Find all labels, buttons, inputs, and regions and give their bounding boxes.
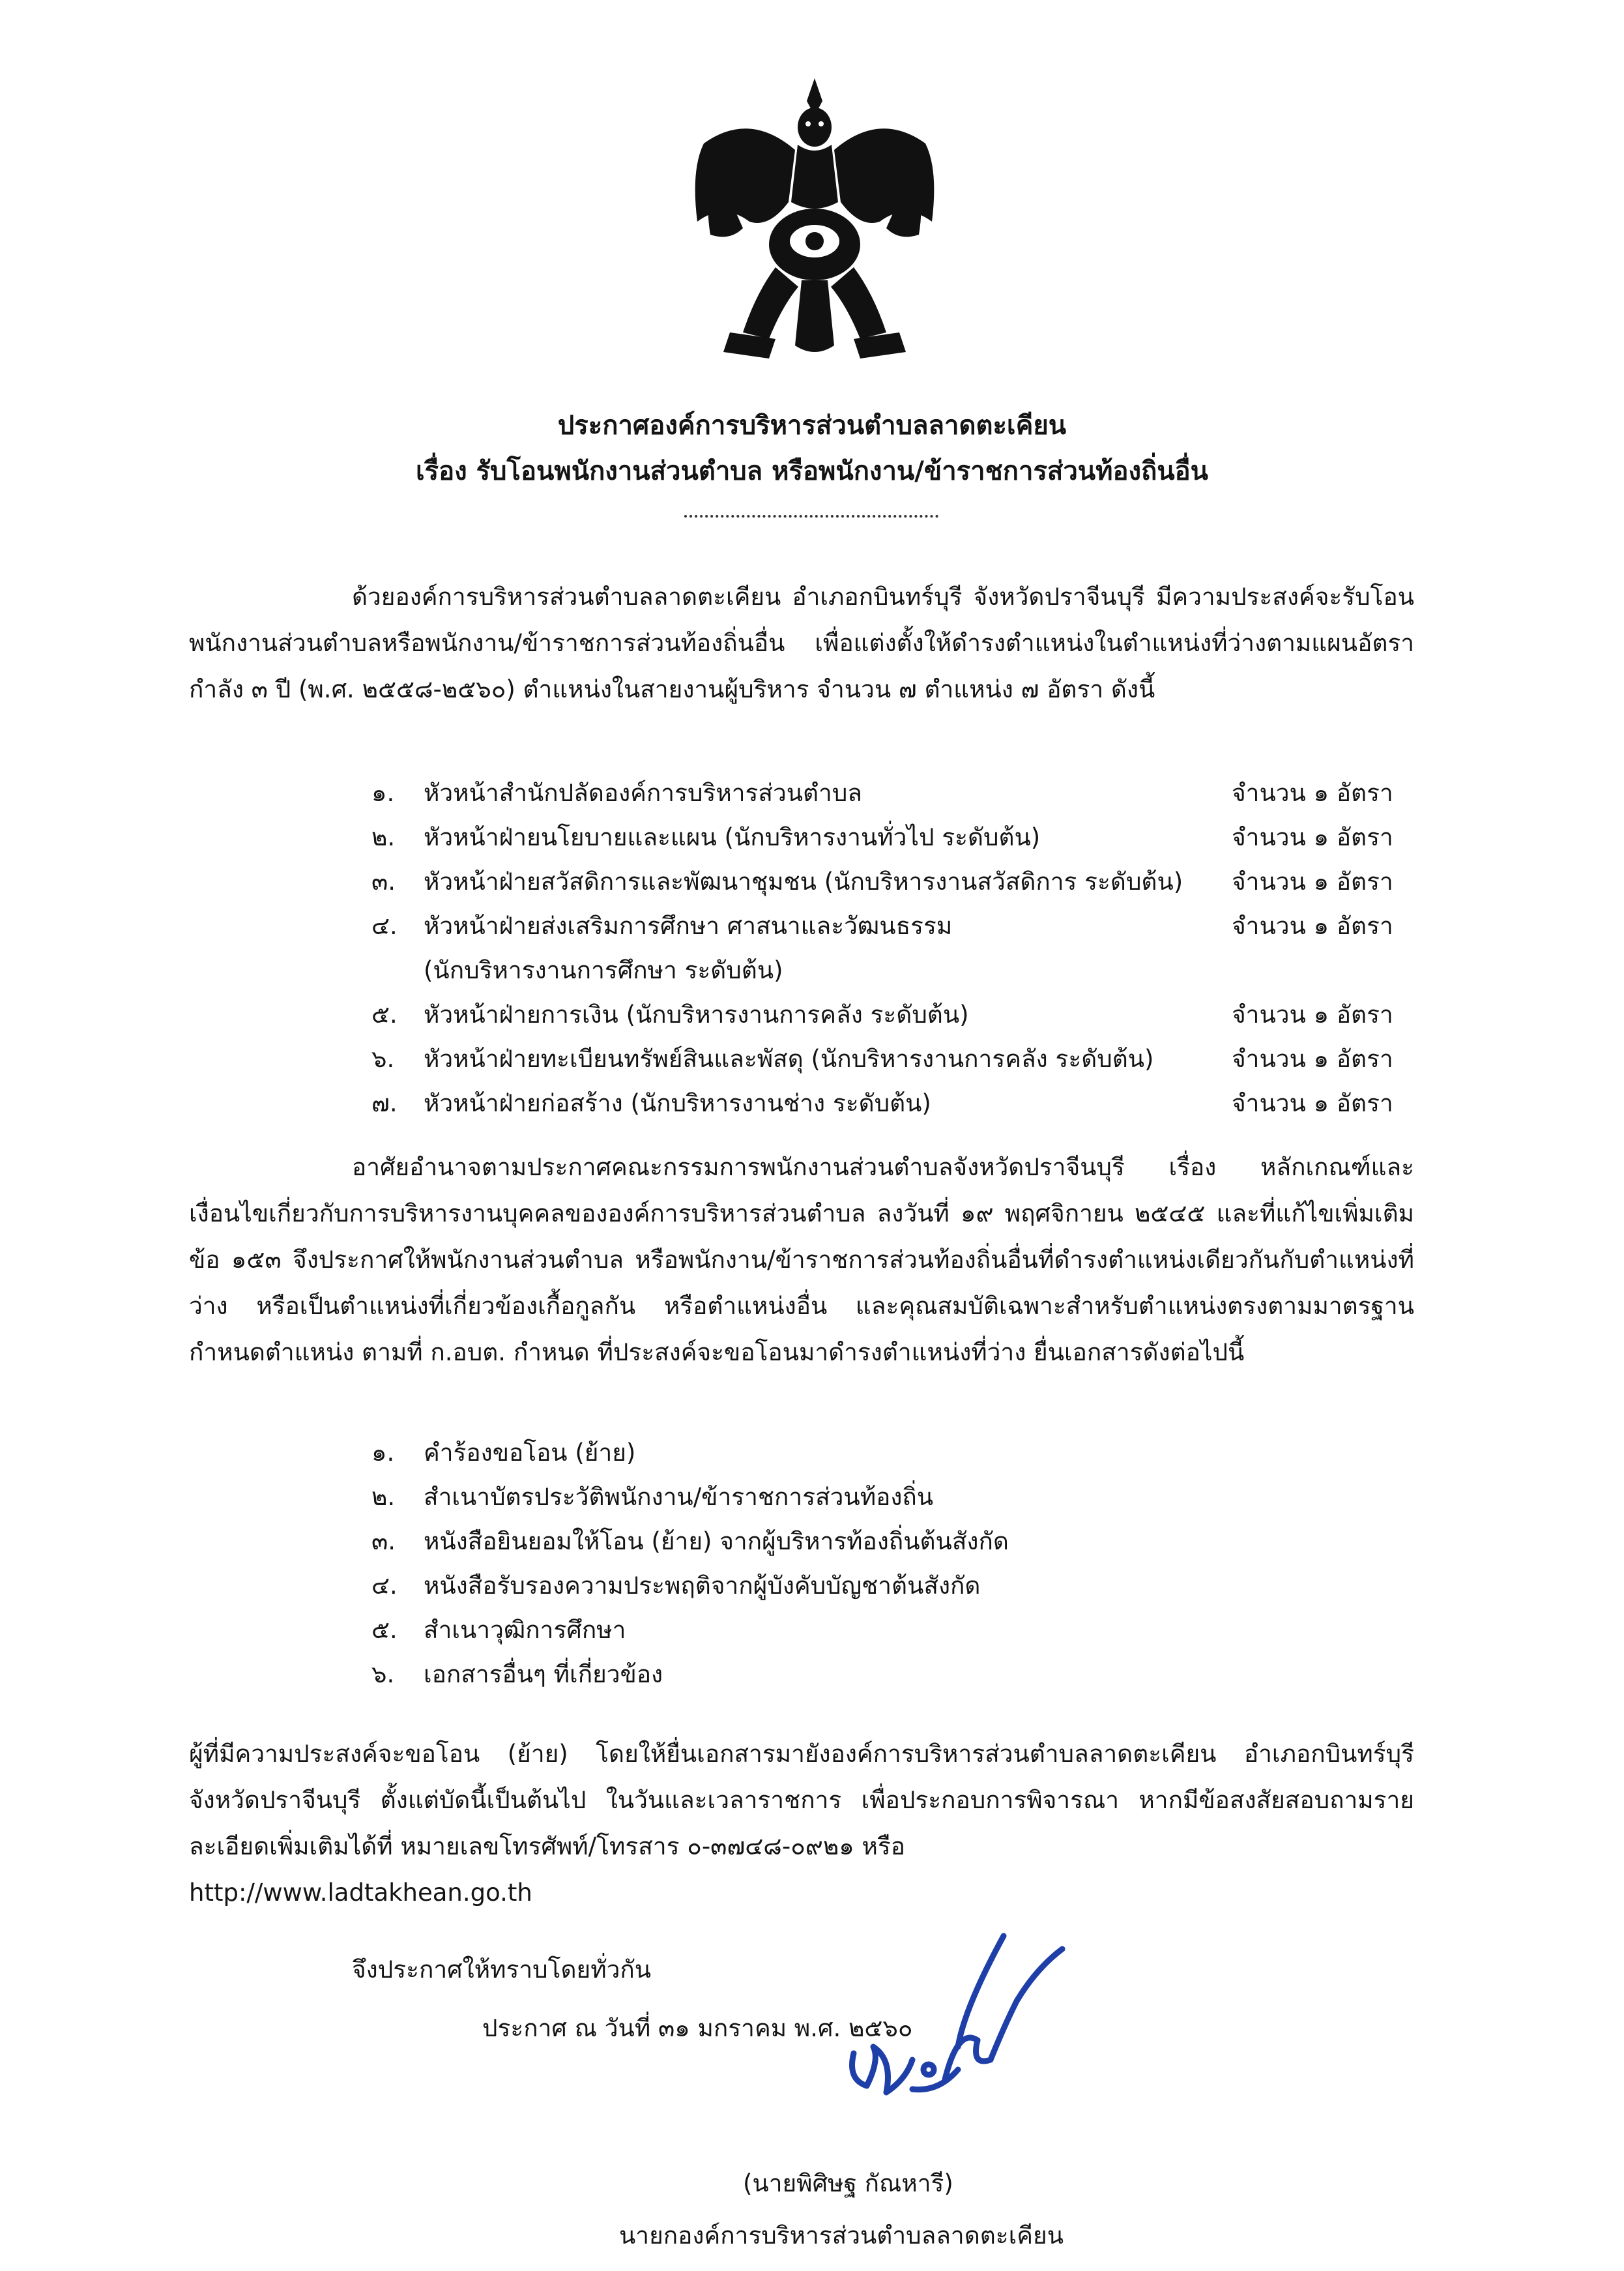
position-number: ๕. <box>371 1000 398 1029</box>
position-number: ๒. <box>371 823 396 851</box>
document-item <box>371 1519 1427 1563</box>
position-item <box>371 992 1427 1036</box>
document-text: หนังสือยินยอมให้โอน (ย้าย) จากผู้บริหารท้องถิ่นต้นสังกัด <box>424 1527 1009 1555</box>
document-number: ๑. <box>371 1438 395 1467</box>
position-amount: จำนวน ๑ อัตรา <box>1232 867 1393 896</box>
closing-paragraph <box>189 1731 1414 1916</box>
position-text: หัวหน้าสำนักปลัดองค์การบริหารส่วนตำบล <box>424 778 862 807</box>
document-number: ๒. <box>371 1482 396 1511</box>
announce-line: จึงประกาศให้ทราบโดยทั่วกัน <box>352 1956 652 1984</box>
intro-text: ด้วยองค์การบริหารส่วนตำบลลาดตะเคียน อำเภอกบินทร์บุรี จังหวัดปราจีนบุรี มีความประสงค์จะรับโอนพนักงานส่วนตำบลหรือพนักงาน/ข้าราชการส่วนท้องถิ่นอื่น เพื่อแต่งตั้งให้ดำรงตำแหน่งในตำแหน่งที่ว่างตามแผนอัตรากำลัง ๓ ปี (พ.ศ. ๒๕๕๘-๒๕๖๐) ตำแหน่งในสายงานผู้บริหาร จำนวน ๗ ตำแหน่ง ๗ อัตรา ดังนี้ <box>189 583 1414 703</box>
position-item <box>371 1081 1427 1125</box>
document-text: หนังสือรับรองความประพฤติจากผู้บังคับบัญชาต้นสังกัด <box>424 1571 981 1600</box>
position-number: ๖. <box>371 1044 395 1073</box>
document-item <box>371 1474 1427 1519</box>
intro-paragraph <box>189 574 1414 712</box>
position-amount: จำนวน ๑ อัตรา <box>1232 911 1393 940</box>
date-line: ประกาศ ณ วันที่ ๓๑ มกราคม พ.ศ. ๒๕๖๐ <box>482 2014 913 2042</box>
position-number: ๑. <box>371 778 395 807</box>
document-number: ๕. <box>371 1615 398 1644</box>
document-number: ๔. <box>371 1571 398 1600</box>
position-number: ๗. <box>371 1089 398 1117</box>
position-text: หัวหน้าฝ่ายสวัสดิการและพัฒนาชุมชน (นักบริหารงานสวัสดิการ ระดับต้น) <box>424 867 1183 896</box>
position-amount: จำนวน ๑ อัตรา <box>1232 1044 1393 1073</box>
position-amount: จำนวน ๑ อัตรา <box>1232 823 1393 851</box>
documents-list <box>371 1430 1427 1696</box>
document-item <box>371 1430 1427 1474</box>
position-item <box>371 770 1427 815</box>
authority-text: อาศัยอำนาจตามประกาศคณะกรรมการพนักงานส่วนตำบลจังหวัดปราจีนบุรี เรื่อง หลักเกณฑ์และเงื่อนไขเกี่ยวกับการบริหารงานบุคคลขององค์การบริหารส่วนตำบล ลงวันที่ ๑๙ พฤศจิกายน ๒๕๔๕ และที่แก้ไขเพิ่มเติม ข้อ ๑๕๓ จึงประกาศให้พนักงานส่วนตำบล หรือพนักงาน/ข้าราชการส่วนท้องถิ่นอื่นที่ดำรงตำแหน่งเดียวกันกับตำแหน่งที่ว่าง หรือเป็นตำแหน่งที่เกี่ยวข้องเกื้อกูลกัน หรือตำแหน่งอื่น และคุณสมบัติเฉพาะสำหรับตำแหน่งตรงตามมาตรฐานกำหนดตำแหน่ง ตามที่ ก.อบต. กำหนด ที่ประสงค์จะขอโอนมาดำรงตำแหน่งที่ว่าง ยื่นเอกสารดังต่อไปนี้ <box>189 1153 1414 1366</box>
document-number: ๓. <box>371 1527 396 1555</box>
title-divider <box>684 515 938 518</box>
website-link[interactable]: http://www.ladtakhean.go.th <box>189 1879 532 1907</box>
document-text: สำเนาวุฒิการศึกษา <box>424 1615 626 1644</box>
signature-icon <box>808 1929 1082 2125</box>
position-amount: จำนวน ๑ อัตรา <box>1232 1000 1393 1029</box>
announcement-subject: เรื่อง รับโอนพนักงานส่วนตำบล หรือพนักงาน/ข้าราชการส่วนท้องถิ่นอื่น <box>416 456 1208 486</box>
signer-title: นายกองค์การบริหารส่วนตำบลลาดตะเคียน <box>619 2221 1064 2249</box>
signer-name: (นายพิศิษฐ กัณหารี) <box>743 2169 953 2197</box>
position-number: ๓. <box>371 867 396 896</box>
position-text: หัวหน้าฝ่ายนโยบายและแผน (นักบริหารงานทั่วไป ระดับต้น) <box>424 823 1041 851</box>
position-text: หัวหน้าฝ่ายส่งเสริมการศึกษา ศาสนาและวัฒนธรรม <box>424 911 953 940</box>
document-item <box>371 1652 1427 1696</box>
closing-text: ผู้ที่มีความประสงค์จะขอโอน (ย้าย) โดยให้ยื่นเอกสารมายังองค์การบริหารส่วนตำบลลาดตะเคียน อำเภอกบินทร์บุรี จังหวัดปราจีนบุรี ตั้งแต่บัดนี้เป็นต้นไป ในวันและเวลาราชการ เพื่อประกอบการพิจารณา หากมีข้อสงสัยสอบถามรายละเอียดเพิ่มเติมได้ที่ หมายเลขโทรศัพท์/โทรสาร ๐-๓๗๔๘-๐๙๒๑ หรือ <box>189 1740 1414 1860</box>
garuda-emblem-icon <box>678 72 951 372</box>
document-item <box>371 1607 1427 1652</box>
position-item <box>371 1036 1427 1081</box>
positions-list <box>371 770 1427 1125</box>
position-text: หัวหน้าฝ่ายก่อสร้าง (นักบริหารงานช่าง ระดับต้น) <box>424 1089 931 1117</box>
announcement-title: ประกาศองค์การบริหารส่วนตำบลลาดตะเคียน <box>557 411 1067 441</box>
position-item <box>371 903 1427 948</box>
position-number: ๔. <box>371 911 398 940</box>
position-amount: จำนวน ๑ อัตรา <box>1232 1089 1393 1117</box>
document-text: สำเนาบัตรประวัติพนักงาน/ข้าราชการส่วนท้องถิ่น <box>424 1482 934 1511</box>
document-text: คำร้องขอโอน (ย้าย) <box>424 1438 636 1467</box>
position-text: หัวหน้าฝ่ายทะเบียนทรัพย์สินและพัสดุ (นักบริหารงานการคลัง ระดับต้น) <box>424 1044 1154 1073</box>
position-subtitle: (นักบริหารงานการศึกษา ระดับต้น) <box>424 956 783 984</box>
document-number: ๖. <box>371 1660 395 1688</box>
authority-paragraph <box>189 1144 1414 1375</box>
document-text: เอกสารอื่นๆ ที่เกี่ยวข้อง <box>424 1660 663 1688</box>
position-item <box>371 815 1427 859</box>
position-amount: จำนวน ๑ อัตรา <box>1232 778 1393 807</box>
document-item <box>371 1563 1427 1607</box>
position-item <box>371 859 1427 903</box>
position-text: หัวหน้าฝ่ายการเงิน (นักบริหารงานการคลัง ระดับต้น) <box>424 1000 969 1029</box>
